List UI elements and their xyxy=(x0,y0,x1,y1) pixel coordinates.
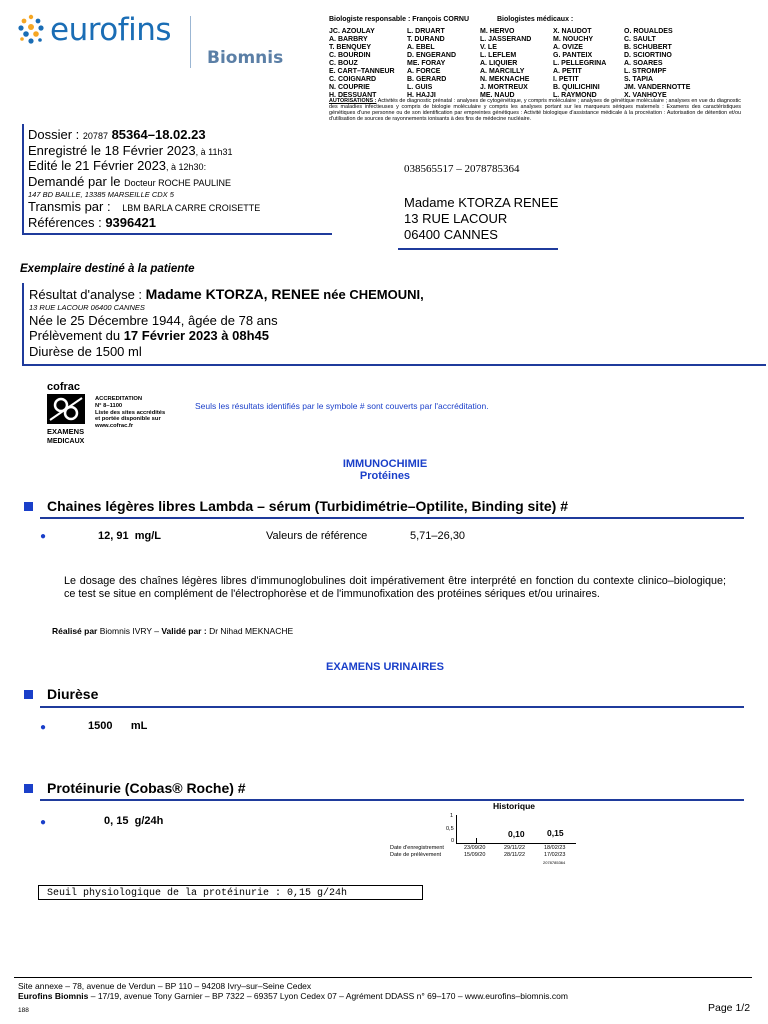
biologist-name: M. NOUCHY xyxy=(553,36,594,43)
result-proteinurie: 0, 15 g/24h xyxy=(104,815,164,827)
cofrac-logo-icon xyxy=(46,380,88,448)
patient-left-rule xyxy=(22,283,24,365)
biologist-name: C. COIGNARD xyxy=(329,76,377,83)
biologist-name: A. LIQUIER xyxy=(480,60,518,67)
accreditation-info: ACCREDITATION N° 8–1100 Liste des sites accrédités et portée disponible sur www.cofrac.fr xyxy=(95,396,166,430)
page-number: Page 1/2 xyxy=(708,1002,751,1014)
date-enreg-2: 29/11/22 xyxy=(504,845,526,851)
patient-bottom-rule xyxy=(22,364,766,366)
biologist-name: H. HAJJI xyxy=(407,92,436,99)
biologist-name: G. PANTEIX xyxy=(553,52,593,59)
footer-rule xyxy=(14,977,752,978)
biologist-name: I. PETIT xyxy=(553,76,579,83)
svg-text:MEDICAUX: MEDICAUX xyxy=(47,438,85,445)
test-rule-diurese xyxy=(40,706,744,708)
biologists-col-4 xyxy=(553,28,606,100)
biologist-name: A. MARCILLY xyxy=(480,68,525,75)
date-enreg-label: Date d'enregistrement xyxy=(390,845,444,851)
biologist-name: C. BOUZ xyxy=(329,60,358,67)
svg-text:EXAMENS: EXAMENS xyxy=(47,427,85,436)
biologist-name: A. PETIT xyxy=(553,68,582,75)
history-tick xyxy=(476,838,477,843)
biologist-name: H. DESSUANT xyxy=(329,92,377,99)
biologist-name: L. PELLEGRINA xyxy=(553,60,607,67)
dossier-info: Dossier : 20787 85364–18.02.23 Enregistré le 18 Février 2023, à 11h31 Edité le 21 Février 2023, à 12h30: Demandé par le Docteur ROCHE PAULINE 147 BD BAILLE, 13385 MARSEILLE CDX 5 Transmis par : LBM BARLA CARRE CROISETTE Références : 9396421 xyxy=(28,127,261,230)
brand-name: eurofins xyxy=(50,12,172,48)
history-y-axis xyxy=(456,815,457,844)
biologist-name: L. STROMPF xyxy=(624,68,667,75)
history-value-2: 0,10 xyxy=(508,829,525,839)
section-marker-icon xyxy=(24,502,33,511)
biologist-name: M. HERVO xyxy=(480,28,515,35)
biologist-name: D. ENGERAND xyxy=(407,52,457,59)
biologist-name: J. MORTREUX xyxy=(480,84,528,91)
bullet-icon: ● xyxy=(40,722,47,733)
recipient-numbers: 038565517 – 2078785364 xyxy=(404,163,520,175)
biologist-name: L. GUIS xyxy=(407,84,433,91)
footer-company: Eurofins Biomnis – 17/19, avenue Tony Garnier – BP 7322 – 69357 Lyon Cedex 07 – Agrément DDASS n° 69–170 – www.eurofins–biomnis.com xyxy=(18,991,568,1001)
dossier-left-rule xyxy=(22,124,24,234)
footer-code: 188 xyxy=(18,1007,29,1014)
biologist-name: ME. NAUD xyxy=(480,92,515,99)
copy-notice: Exemplaire destiné à la patiente xyxy=(20,263,195,275)
biologist-name: A. SOARES xyxy=(624,60,663,67)
recipient-address: Madame KTORZA RENEE 13 RUE LACOUR 06400 CANNES xyxy=(404,195,559,242)
biologist-name: C. BOURDIN xyxy=(329,52,371,59)
biologist-name: B. QUILICHINI xyxy=(553,84,600,91)
accreditation-note: Seuls les résultats identifiés par le symbole # sont couverts par l'accréditation. xyxy=(195,401,489,411)
biologist-name: T. DURAND xyxy=(407,36,445,43)
dossier-bottom-rule xyxy=(22,233,332,235)
history-title: Historique xyxy=(493,801,536,811)
reference-range: 5,71–26,30 xyxy=(410,530,466,542)
biologists-col-2 xyxy=(407,28,456,100)
biologists-col-1 xyxy=(329,28,395,100)
biologist-name: ME. FORAY xyxy=(407,60,446,67)
patient-info: Résultat d'analyse : Madame KTORZA, RENEE née CHEMOUNI, 13 RUE LACOUR 06400 CANNES Née le 25 Décembre 1944, âgée de 78 ans Prélèvement du 17 Février 2023 à 08h45 Diurèse de 1500 ml xyxy=(29,286,424,359)
test-title-diurese: Diurèse xyxy=(47,686,99,702)
section-urinaires-title: EXAMENS URINAIRES xyxy=(326,661,444,673)
interpretation-comment: Le dosage des chaînes légères libres d'immunoglobulines doit impérativement être interprété en fonction du contexte clinico–biologique; ce test se situe en complément de l'électrophorèse et de l'immunofixation des protéines sériques et/ou urinaires. xyxy=(64,575,726,600)
date-prel-3: 17/02/23 xyxy=(544,852,566,858)
biologist-name: O. ROUALDES xyxy=(624,28,673,35)
biologist-name: L. JASSERAND xyxy=(480,36,532,43)
biologist-name: T. BENQUEY xyxy=(329,44,372,51)
biologists-heading: Biologiste responsable : François CORNU Biologistes médicaux : xyxy=(329,16,574,23)
biologist-name: S. TAPIA xyxy=(624,76,654,83)
reference-label: Valeurs de référence xyxy=(266,530,368,542)
date-prel-1: 15/09/20 xyxy=(464,852,486,858)
biologist-name: E. CART–TANNEUR xyxy=(329,68,395,75)
result-lambda: 12, 91 mg/L xyxy=(98,530,161,542)
biologist-name: JC. AZOULAY xyxy=(329,28,375,35)
biologist-name: N. COUPRIE xyxy=(329,84,370,91)
section-immunochimie-title: IMMUNOCHIMIE Protéines xyxy=(342,458,428,482)
biologist-name: L. RAYMOND xyxy=(553,92,597,99)
biologist-name: L. LEFLEM xyxy=(480,52,517,59)
history-x-axis xyxy=(456,843,576,844)
biologist-name: JM. VANDERNOTTE xyxy=(624,84,691,91)
history-y-mid: 0,5 xyxy=(446,826,454,832)
biologist-name: X. VANHOYE xyxy=(624,92,667,99)
biologist-name: C. SAULT xyxy=(624,36,656,43)
history-value-3: 0,15 xyxy=(547,828,564,838)
biologist-name: A. OVIZE xyxy=(553,44,583,51)
test-title-proteinurie: Protéinurie (Cobas® Roche) # xyxy=(47,780,246,796)
biologist-name: L. DRUART xyxy=(407,28,445,35)
biologist-name: N. MEKNACHE xyxy=(480,76,530,83)
eurofins-logo-icon xyxy=(18,14,44,46)
date-prel-2: 28/11/22 xyxy=(504,852,526,858)
biologist-name: V. LE xyxy=(480,44,497,51)
date-enreg-1: 23/09/20 xyxy=(464,845,486,851)
history-y-top: 1 xyxy=(450,813,454,819)
svg-text:cofrac: cofrac xyxy=(47,381,81,393)
biologist-name: A. BARBRY xyxy=(329,36,368,43)
test-title-lambda: Chaines légères libres Lambda – sérum (Turbidimétrie–Optilite, Binding site) # xyxy=(47,498,568,514)
biologist-name: A. FORCE xyxy=(407,68,441,75)
section-marker-icon xyxy=(24,784,33,793)
validation-info: Réalisé par Biomnis IVRY – Validé par : Dr Nihad MEKNACHE xyxy=(52,626,294,636)
division-name: Biomnis xyxy=(207,48,284,68)
test-rule-proteinurie xyxy=(40,799,744,801)
recipient-rule xyxy=(398,248,558,250)
section-marker-icon xyxy=(24,690,33,699)
bullet-icon: ● xyxy=(40,531,47,542)
threshold-note: Seuil physiologique de la protéinurie : 0,15 g/24h xyxy=(38,885,423,900)
bullet-icon: ● xyxy=(40,817,47,828)
test-rule-lambda xyxy=(40,517,744,519)
date-prel-label: Date de prélèvement xyxy=(390,852,442,858)
footer-site-annexe: Site annexe – 78, avenue de Verdun – BP 110 – 94208 Ivry–sur–Seine Cedex xyxy=(18,981,312,991)
result-diurese: 1500 mL xyxy=(88,720,148,732)
biologists-col-3 xyxy=(480,28,531,100)
biologist-name: B. SCHUBERT xyxy=(624,44,672,51)
biologist-name: A. EBEL xyxy=(407,44,435,51)
biologist-name: X. NAUDOT xyxy=(553,28,592,35)
biologists-col-5 xyxy=(624,28,690,100)
biologist-name: D. SCIORTINO xyxy=(624,52,672,59)
logo-divider xyxy=(190,16,191,68)
biologist-name: B. GERARD xyxy=(407,76,447,83)
authorisations: AUTORISATIONS : Activités de diagnostic prénatal : analyses de cytogénétique, y compris moléculaire ; analyses de génétique moléculaire ; analyses en vue du diagnostic des maladies infectieuses y compris de biologie moléculaire y compris les analyses portant sur les marqueurs sériques maternels : Examens des caractéristiques génétiques d'une personne ou de son identification par empreintes génétiques : Activité biologique d'assistance médicale à la procréation : Autorisation de détention et/ou d'utilisation de sources de rayonnements ionisants à des fins de médecine nucléaire. xyxy=(329,98,742,123)
date-enreg-3: 18/02/23 xyxy=(544,845,566,851)
history-code: 2078785364 xyxy=(543,860,566,865)
history-y-zero: 0 xyxy=(451,838,455,844)
